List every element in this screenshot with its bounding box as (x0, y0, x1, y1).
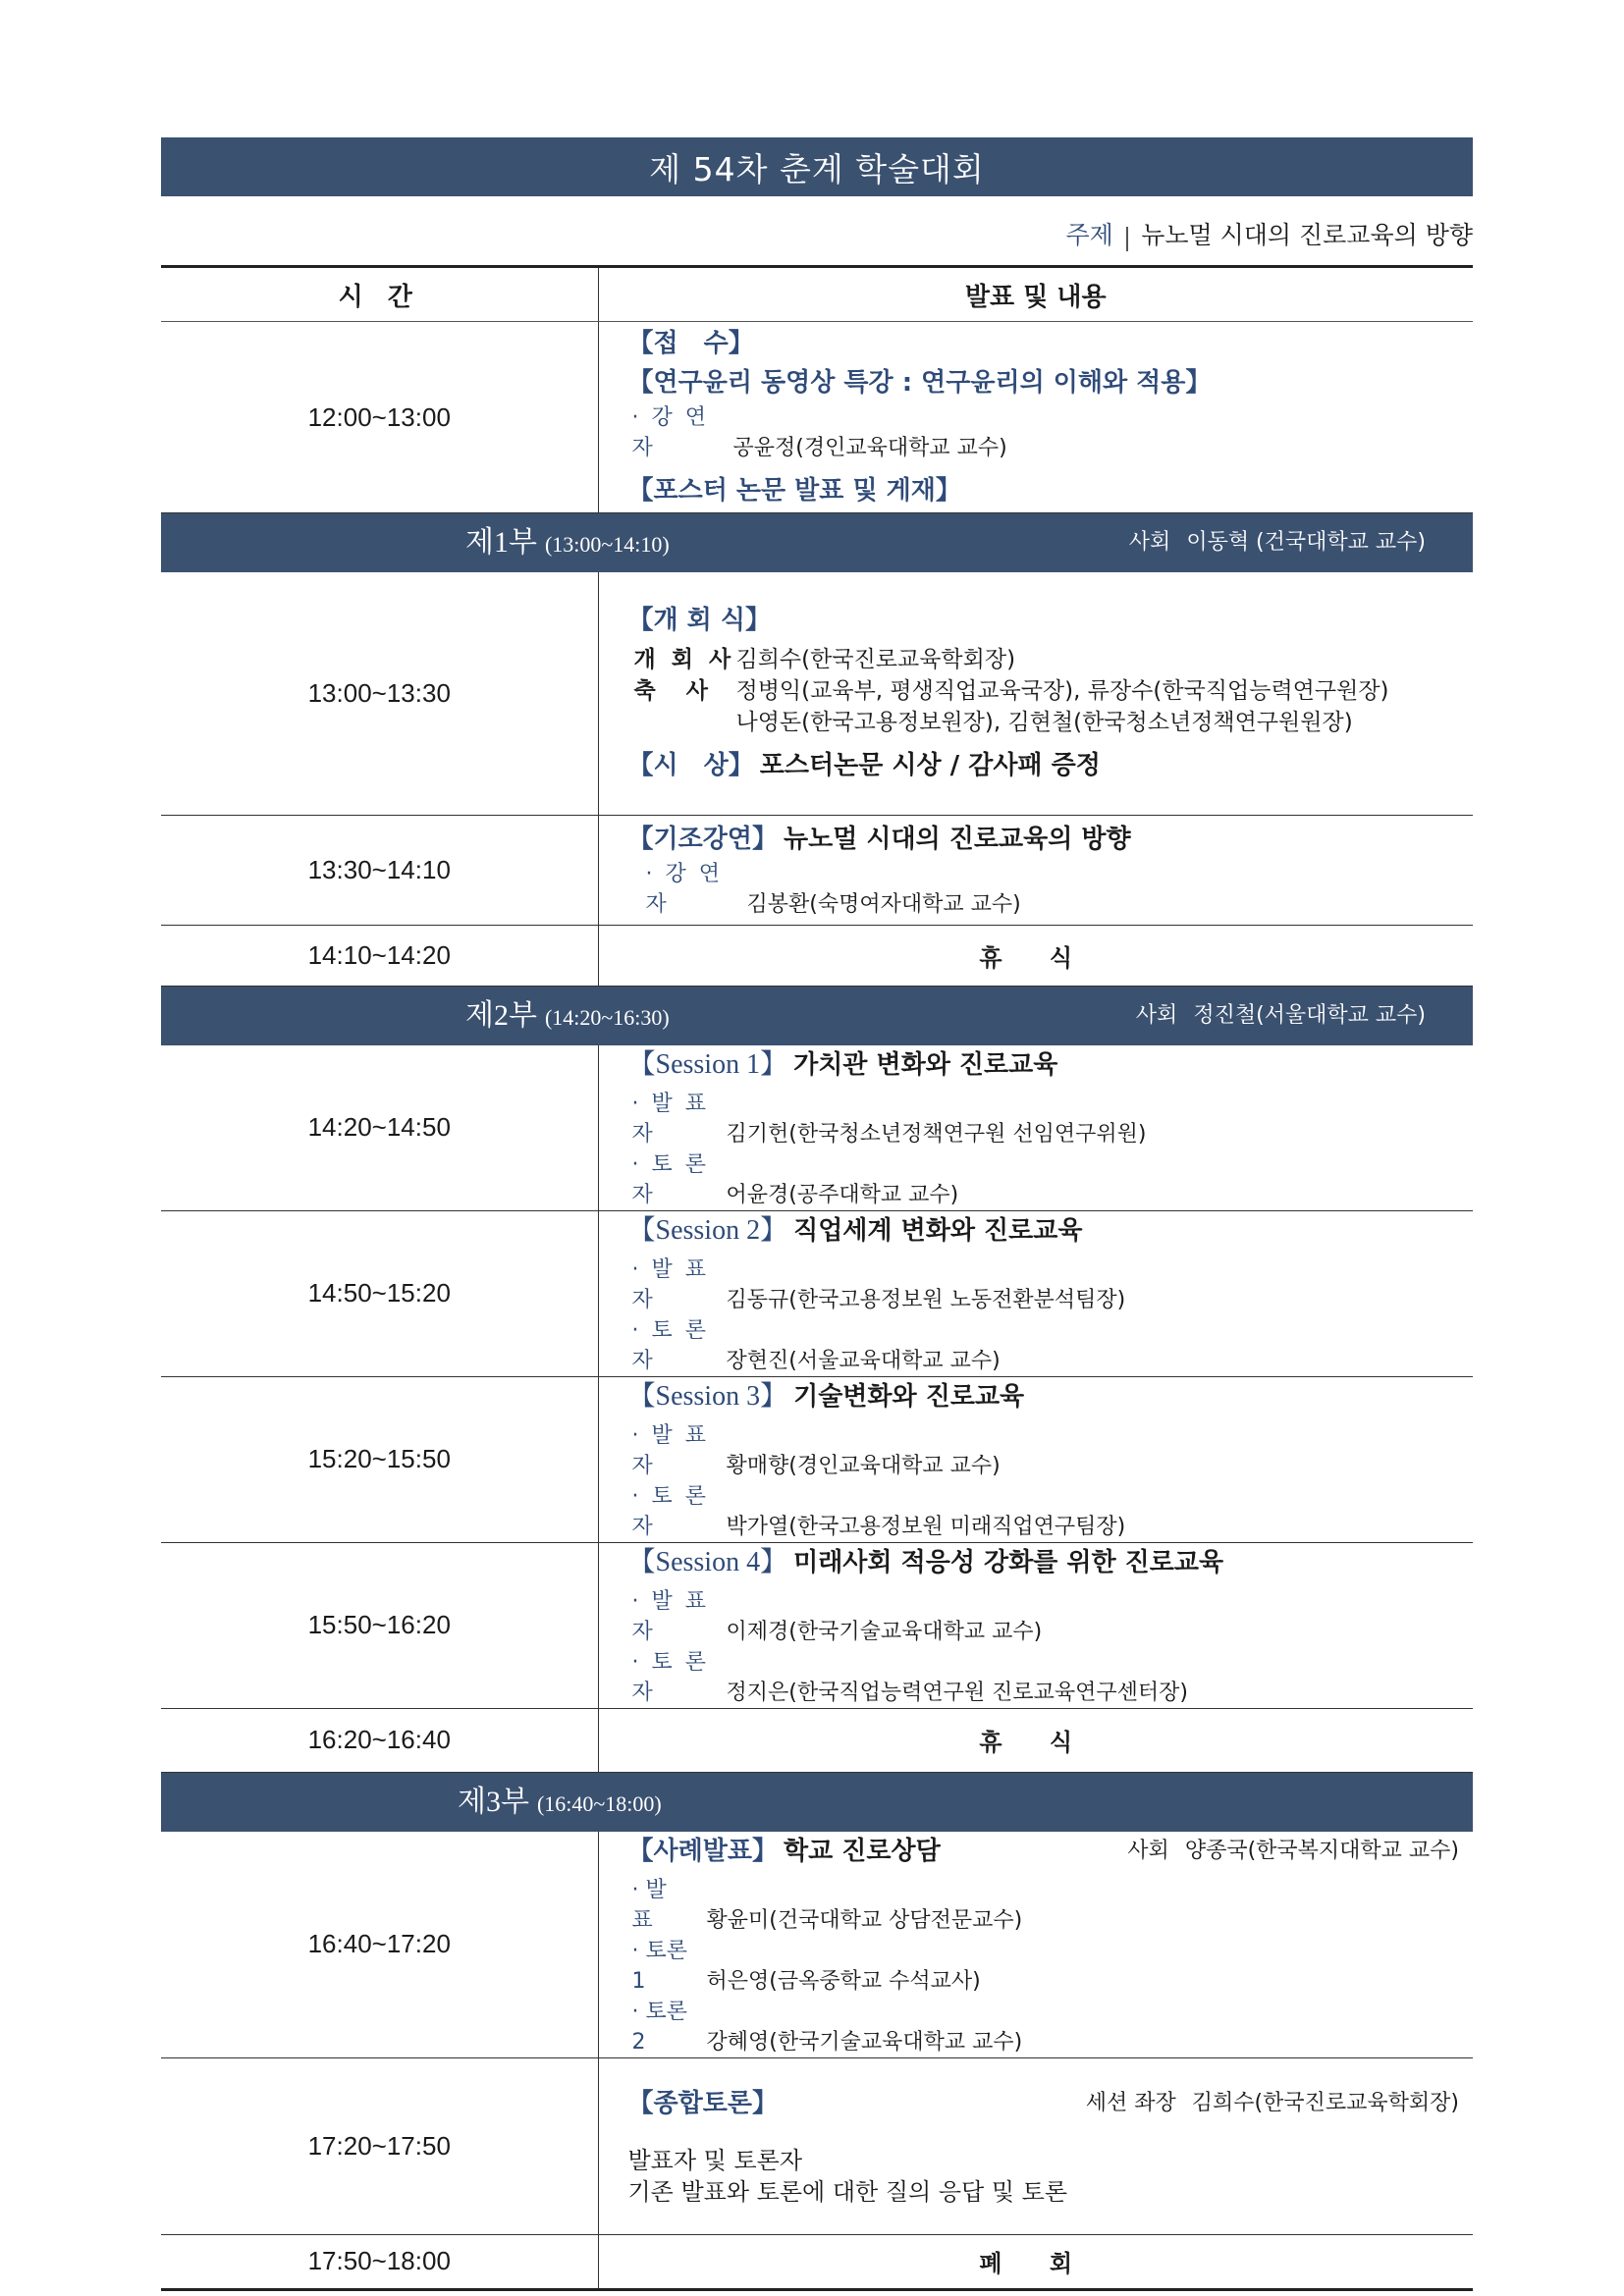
content-cell (598, 815, 1473, 925)
part-time: (13:00~14:10) (544, 532, 670, 557)
case-tag: 【사례발표】 (627, 1836, 778, 1866)
time-cell: 17:50~18:00 (161, 2234, 598, 2289)
closing-label: 폐 회 (979, 2250, 1093, 2277)
theme-text: 뉴노멀 시대의 진로교육의 방향 (1141, 221, 1473, 249)
lecturer-label: · 강 연 자 (631, 405, 709, 460)
content-cell (598, 1210, 1473, 1376)
case-title: 학교 진로상담 (783, 1836, 941, 1866)
presenter-name: 황매향(경인교육대학교 교수) (726, 1453, 1001, 1478)
session-title: 가치관 변화와 진로교육 (793, 1049, 1058, 1080)
time-cell: 16:40~17:20 (161, 1832, 598, 2058)
discussant-label: · 토 론 자 (631, 1649, 709, 1705)
schedule-table (161, 265, 1473, 2291)
table-row (161, 1045, 1473, 1211)
table-row (161, 925, 1473, 986)
table-row (161, 2057, 1473, 2234)
lecturer-label: · 강 연 자 (645, 862, 723, 917)
session-tag: 【Session 2】 (627, 1214, 788, 1246)
chair-label: 세션 좌장 (1085, 2091, 1176, 2115)
content-cell (598, 322, 1473, 513)
content-cell (598, 1376, 1473, 1542)
content-cell (598, 1832, 1473, 2058)
presenter-label: · 발 표 자 (631, 1256, 709, 1312)
discussant-1-name: 허은영(금옥중학교 수석교사) (706, 1968, 981, 1994)
opener-label: 개 회 사 (633, 647, 735, 673)
time-cell: 15:20~15:50 (161, 1376, 598, 1542)
part-time: (14:20~16:30) (544, 1004, 670, 1030)
opening-tag: 【개 회 식】 (627, 606, 771, 636)
discussant-1-label: · 토론 1 (631, 1938, 687, 1994)
part-bar-2 (161, 986, 1473, 1045)
award-title: 포스터논문 시상 / 감사패 증정 (759, 751, 1101, 781)
table-row (161, 1210, 1473, 1376)
theme-label: 주제 (1065, 221, 1113, 249)
discussant-name: 정지은(한국직업능력연구원 진로교육연구센터장) (726, 1680, 1188, 1705)
time-cell: 14:20~14:50 (161, 1045, 598, 1211)
discussant-label: · 토 론 자 (631, 1317, 709, 1373)
host-name: 이동혁 (건국대학교 교수) (1186, 530, 1426, 555)
presenter-name: 황윤미(건국대학교 상담전문교수) (706, 1907, 1023, 1933)
opener-name: 김희수(한국진로교육학회장) (735, 647, 1016, 673)
table-row (161, 1832, 1473, 2058)
keynote-title: 뉴노멀 시대의 진로교육의 방향 (783, 825, 1131, 854)
keynote-tag: 【기조강연】 (627, 825, 778, 854)
time-cell: 17:20~17:50 (161, 2057, 598, 2234)
lecturer-name: 김봉환(숙명여자대학교 교수) (746, 892, 1021, 917)
time-cell: 16:20~16:40 (161, 1708, 598, 1772)
general-line-1: 발표자 및 토론자 (627, 2147, 803, 2174)
host-name: 양종국(한국복지대학교 교수) (1184, 1838, 1459, 1863)
table-row (161, 322, 1473, 513)
presenter-label: · 발 표 자 (631, 1588, 709, 1644)
part-name: 제1부 (465, 526, 537, 559)
content-cell (598, 572, 1473, 815)
discussant-2-name: 강혜영(한국기술교육대학교 교수) (706, 2029, 1023, 2055)
table-row (161, 572, 1473, 815)
presenter-label: · 발 표 (631, 1877, 688, 1933)
chair-name: 김희수(한국진로교육학회장) (1191, 2091, 1459, 2115)
theme-line (161, 196, 1473, 265)
table-row (161, 1376, 1473, 1542)
discussant-label: · 토 론 자 (631, 1483, 709, 1539)
host-name: 정진철(서울대학교 교수) (1193, 1002, 1426, 1028)
header-time: 시 간 (161, 267, 598, 322)
ethics-tag: 【연구윤리 동영상 특강 : 연구윤리의 이해와 적용】 (627, 368, 1212, 398)
host-label: 사회 (1135, 1002, 1178, 1028)
table-row (161, 2234, 1473, 2289)
discussant-2-label: · 토론 2 (631, 1999, 687, 2055)
content-cell (598, 1045, 1473, 1211)
poster-tag: 【포스터 논문 발표 및 게재】 (627, 476, 961, 506)
congrats-line-1: 정병익(교육부, 평생직업교육국장), 류장수(한국직업능력연구원장) (735, 678, 1389, 705)
presenter-label: · 발 표 자 (631, 1422, 709, 1478)
host-label: 사회 (1127, 1838, 1169, 1863)
presenter-label: · 발 표 자 (631, 1091, 709, 1147)
session-tag: 【Session 4】 (627, 1546, 788, 1577)
congrats-label: 축 사 (633, 678, 712, 705)
table-row (161, 815, 1473, 925)
table-header (161, 267, 1473, 322)
presenter-name: 이제경(한국기술교육대학교 교수) (726, 1619, 1043, 1644)
discussant-name: 박가열(한국고용정보원 미래직업연구팀장) (726, 1514, 1126, 1539)
content-cell (598, 2057, 1473, 2234)
presenter-name: 김기헌(한국청소년정책연구원 선임연구위원) (726, 1121, 1147, 1147)
time-cell: 14:50~15:20 (161, 1210, 598, 1376)
part-time: (16:40~18:00) (536, 1790, 662, 1816)
discussant-label: · 토 론 자 (631, 1151, 709, 1207)
discussant-name: 장현진(서울교육대학교 교수) (726, 1348, 1001, 1373)
break-label: 휴 식 (598, 925, 1473, 986)
table-row (161, 1708, 1473, 1772)
table-row (161, 1542, 1473, 1708)
time-cell: 13:00~13:30 (161, 572, 598, 815)
time-cell: 15:50~16:20 (161, 1542, 598, 1708)
congrats-line-2: 나영돈(한국고용정보원장), 김현철(한국청소년정책연구원원장) (735, 710, 1353, 736)
part-name: 제3부 (458, 1785, 529, 1818)
part-bar-1 (161, 513, 1473, 573)
theme-separator: | (1122, 223, 1132, 251)
session-tag: 【Session 3】 (627, 1380, 788, 1412)
content-cell (598, 1542, 1473, 1708)
time-cell: 12:00~13:00 (161, 322, 598, 513)
header-content: 발표 및 내용 (598, 267, 1473, 322)
part-bar-3 (161, 1772, 1473, 1832)
discussant-name: 어윤경(공주대학교 교수) (726, 1182, 959, 1207)
time-cell: 13:30~14:10 (161, 815, 598, 925)
general-tag: 【종합토론】 (627, 2089, 778, 2118)
reception-tag: 【접 수】 (627, 329, 754, 358)
part-name: 제2부 (465, 998, 537, 1032)
time-cell: 14:10~14:20 (161, 925, 598, 986)
session-title: 미래사회 적응성 강화를 위한 진로교육 (793, 1547, 1224, 1577)
break-label: 휴 식 (598, 1708, 1473, 1772)
session-tag: 【Session 1】 (627, 1048, 788, 1080)
host-label: 사회 (1128, 530, 1171, 555)
session-title: 기술변화와 진로교육 (793, 1381, 1025, 1412)
lecturer-name: 공윤정(경인교육대학교 교수) (732, 436, 1007, 460)
page-title: 제 54차 춘계 학술대회 (161, 137, 1473, 196)
award-tag: 【시 상】 (627, 751, 754, 781)
presenter-name: 김동규(한국고용정보원 노동전환분석팀장) (726, 1287, 1126, 1312)
general-line-2: 기존 발표와 토론에 대한 질의 응답 및 토론 (627, 2178, 1068, 2206)
session-title: 직업세계 변화와 진로교육 (793, 1215, 1083, 1246)
program-page (161, 137, 1473, 2291)
